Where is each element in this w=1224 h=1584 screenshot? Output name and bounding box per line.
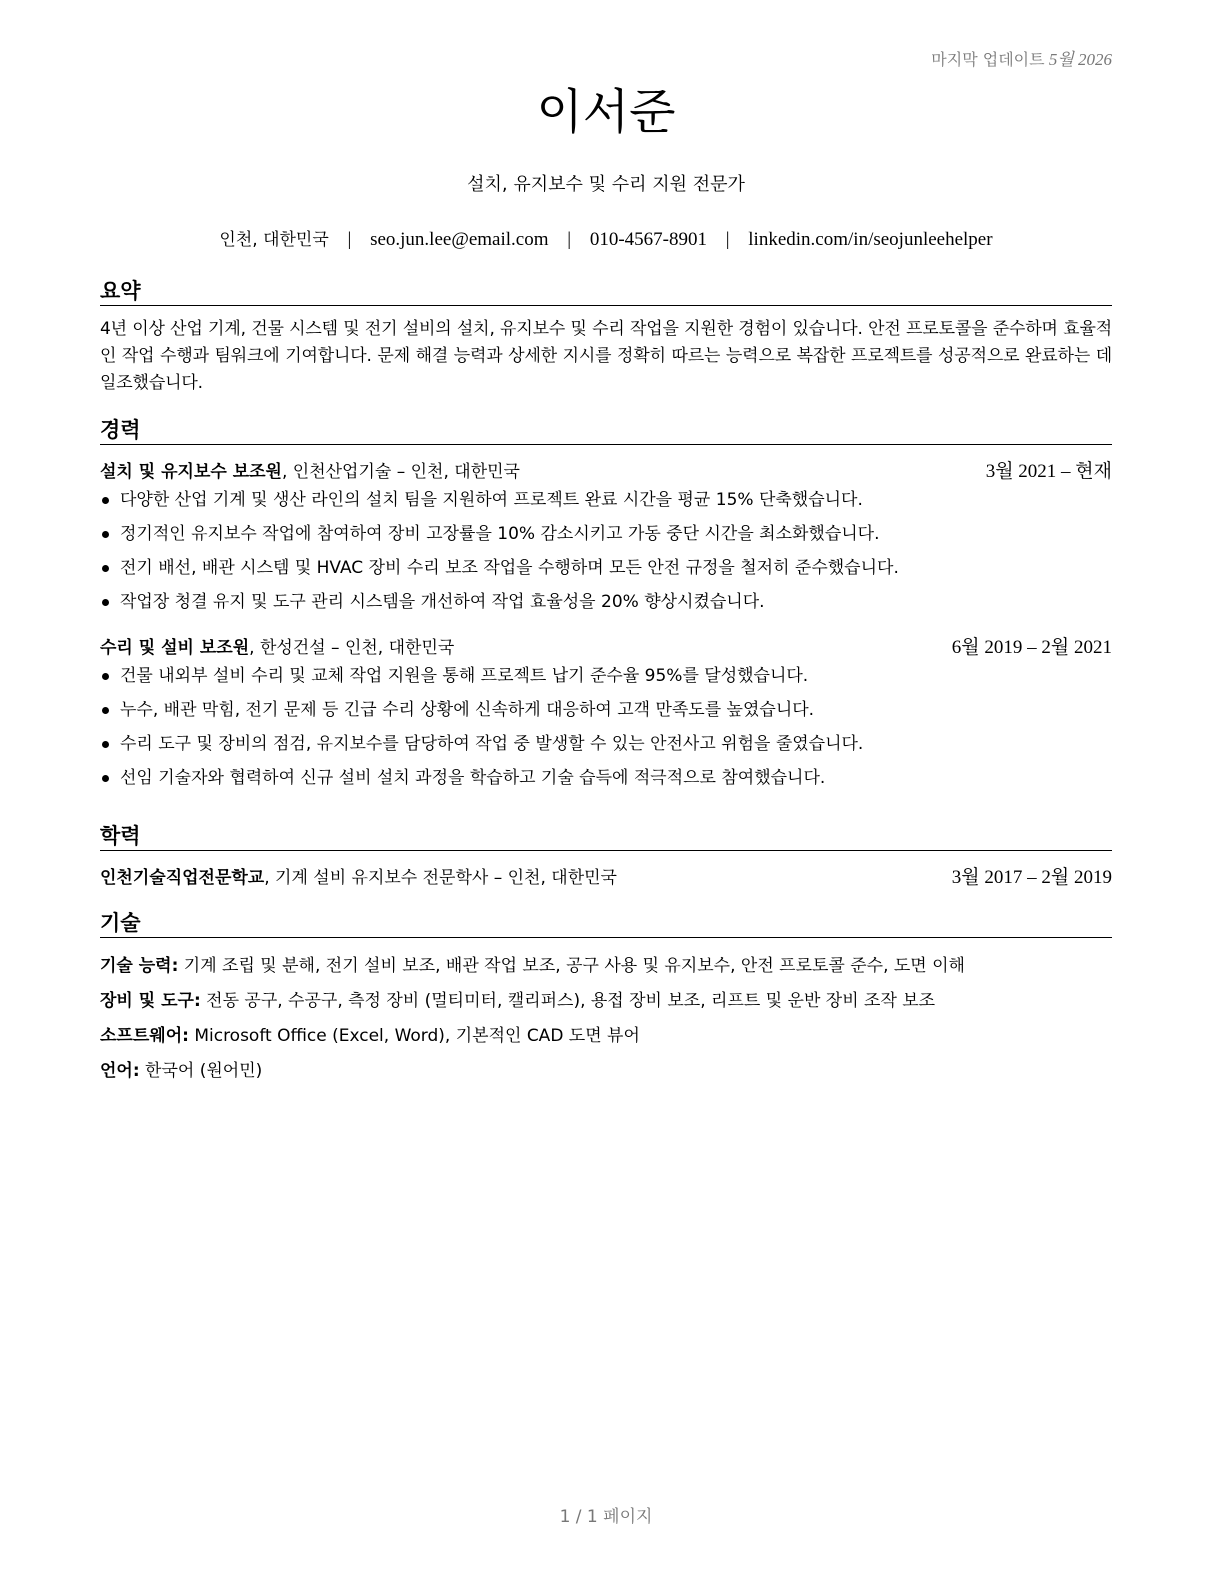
list-item: 수리 도구 및 장비의 점검, 유지보수를 담당하여 작업 중 발생할 수 있는 안전사고 위험을 줄였습니다. bbox=[100, 727, 1112, 761]
list-item: 누수, 배관 막힘, 전기 문제 등 긴급 수리 상황에 신속하게 대응하여 고객 만족도를 높였습니다. bbox=[100, 693, 1112, 727]
skill-label: 언어: bbox=[100, 1061, 140, 1081]
contact-separator: | bbox=[347, 229, 352, 250]
job-role: 수리 및 설비 보조원 bbox=[100, 638, 250, 658]
list-item: 작업장 청결 유지 및 도구 관리 시스템을 개선하여 작업 효율성을 20% 향상시켰습니다. bbox=[100, 585, 1112, 619]
contact-separator: | bbox=[725, 229, 730, 250]
headline: 설치, 유지보수 및 수리 지원 전문가 bbox=[467, 174, 745, 195]
education-entry bbox=[100, 865, 1112, 891]
contact-separator: | bbox=[567, 229, 572, 250]
list-item: 건물 내외부 설비 수리 및 교체 작업 지원을 통해 프로젝트 납기 준수율 95%를 달성했습니다. bbox=[100, 659, 1112, 693]
summary-title: 요약 bbox=[100, 277, 1112, 306]
list-item: 선임 기술자와 협력하여 신규 설비 설치 과정을 학습하고 기술 습득에 적극적으로 참여했습니다. bbox=[100, 761, 1112, 795]
contact-email[interactable]: seo.jun.lee@email.com bbox=[370, 229, 549, 250]
experience-section bbox=[100, 416, 1112, 795]
job-role: 설치 및 유지보수 보조원 bbox=[100, 462, 282, 482]
list-item: 전기 배선, 배관 시스템 및 HVAC 장비 수리 보조 작업을 수행하며 모든 안전 규정을 철저히 준수했습니다. bbox=[100, 551, 1112, 585]
job-header bbox=[100, 635, 1112, 661]
job-bullets bbox=[100, 659, 1112, 795]
skill-text: 기계 조립 및 분해, 전기 설비 보조, 배관 작업 보조, 공구 사용 및 유지보수, 안전 프로토콜 준수, 도면 이해 bbox=[178, 956, 965, 976]
job-dates: 6월 2019 – 2월 2021 bbox=[951, 637, 1112, 658]
job-dates: 3월 2021 – 현재 bbox=[985, 461, 1112, 482]
last-updated-date: 5월 2026 bbox=[1048, 50, 1112, 69]
job-org: , 한성건설 – 인천, 대한민국 bbox=[249, 638, 455, 658]
skill-label: 소프트웨어: bbox=[100, 1026, 189, 1046]
page-number: 1 / 1 페이지 bbox=[559, 1507, 653, 1527]
skill-text: 전동 공구, 수공구, 측정 장비 (멀티미터, 캘리퍼스), 용접 장비 보조, 리프트 및 운반 장비 조작 보조 bbox=[200, 991, 936, 1011]
job-bullets bbox=[100, 483, 1112, 619]
skills-list bbox=[100, 949, 1112, 1089]
education-title: 학력 bbox=[100, 822, 1112, 851]
last-updated bbox=[931, 45, 1112, 70]
contact-line bbox=[100, 225, 1112, 251]
skill-line bbox=[100, 1054, 1112, 1089]
skill-label: 장비 및 도구: bbox=[100, 991, 201, 1011]
list-item: 다양한 산업 기계 및 생산 라인의 설치 팀을 지원하여 프로젝트 완료 시간을 평균 15% 단축했습니다. bbox=[100, 483, 1112, 517]
list-item: 정기적인 유지보수 작업에 참여하여 장비 고장률을 10% 감소시키고 가동 중단 시간을 최소화했습니다. bbox=[100, 517, 1112, 551]
skill-line bbox=[100, 1019, 1112, 1054]
job-entry bbox=[100, 635, 1112, 795]
skills-title: 기술 bbox=[100, 909, 1112, 938]
resume-page bbox=[100, 0, 1112, 1584]
last-updated-label: 마지막 업데이트 bbox=[931, 50, 1045, 69]
skill-line bbox=[100, 984, 1112, 1019]
job-entry bbox=[100, 459, 1112, 619]
skill-label: 기술 능력: bbox=[100, 956, 179, 976]
school-name: 인천기술직업전문학교 bbox=[100, 868, 265, 888]
skill-text: 한국어 (원어민) bbox=[139, 1061, 263, 1081]
education-section bbox=[100, 822, 1112, 891]
contact-linkedin[interactable]: linkedin.com/in/seojunleehelper bbox=[748, 229, 993, 250]
job-header bbox=[100, 459, 1112, 485]
applicant-name: 이서준 bbox=[536, 84, 676, 140]
summary-text: 4년 이상 산업 기계, 건물 시스템 및 전기 설비의 설치, 유지보수 및 수리 작업을 지원한 경험이 있습니다. 안전 프로토콜을 준수하며 효율적인 작업 수행과 팀워크에 기여합니다. 문제 해결 능력과 상세한 지시를 정확히 따르는 능력으로 복잡한 프로젝트를 성공적으로 완료하는 데 일조했습니다. bbox=[100, 319, 1112, 393]
summary-section bbox=[100, 277, 1112, 397]
education-dates: 3월 2017 – 2월 2019 bbox=[951, 867, 1112, 888]
skills-section bbox=[100, 909, 1112, 1089]
experience-title: 경력 bbox=[100, 416, 1112, 445]
contact-location: 인천, 대한민국 bbox=[219, 230, 329, 250]
degree-detail: , 기계 설비 유지보수 전문학사 – 인천, 대한민국 bbox=[264, 868, 617, 888]
contact-phone: 010-4567-8901 bbox=[589, 229, 707, 250]
skill-line bbox=[100, 949, 1112, 984]
skill-text: Microsoft Office (Excel, Word), 기본적인 CAD 도면 뷰어 bbox=[188, 1026, 640, 1046]
job-org: , 인천산업기술 – 인천, 대한민국 bbox=[281, 462, 520, 482]
